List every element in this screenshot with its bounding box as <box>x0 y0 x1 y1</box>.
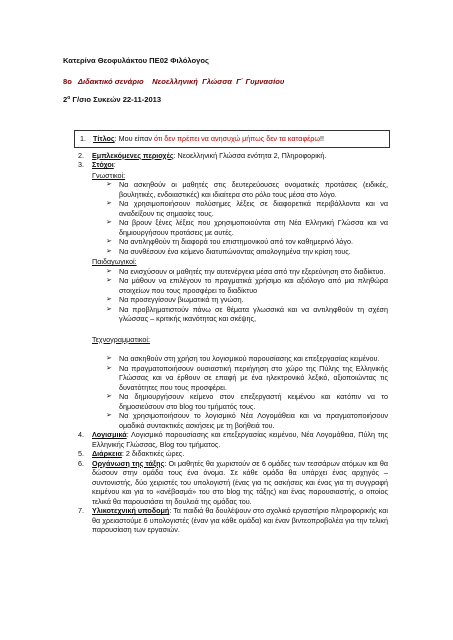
item-text: : Νεοελληνική Γλώσσα ενότητα 2, Πληροφορική. <box>173 150 327 160</box>
title-quote: ότι δεν πρέπει να ανησυχώ μήπως δεν τα καταφέρω <box>153 134 321 143</box>
item-number: 3. <box>78 160 84 169</box>
goals-group-list <box>92 354 388 430</box>
scenario-content <box>78 130 388 535</box>
section-title <box>78 130 388 148</box>
item-label: Οργάνωση της τάξης <box>92 458 165 468</box>
item-text-end: !! <box>320 134 325 143</box>
scenario-number: 8ο <box>63 77 72 86</box>
list-item: ➢ Να δημιουργήσουν κείμενο στον επεξεργαστή κειμένου και κατόπιν να το δημοσιεύσουν στο blog του τμήματός τους. <box>106 392 388 411</box>
school-rest: Γ/σιο Συκεών 22-11-2013 <box>70 95 162 104</box>
section-goals <box>78 160 388 430</box>
spacer <box>92 324 388 334</box>
goals-group-list <box>92 267 388 324</box>
list-item: ➢ Να πραγματοποιήσουν ουσιαστική περιήγηση στο χώρο της Πύλης της Ελληνικής Γλώσσας και να έρθουν σε επαφή με ένα ηλεκτρονικό λεξικό, αξιοποιώντας τις δυνατότητες που τους προσφέρει. <box>106 364 388 393</box>
section-areas <box>78 151 388 161</box>
list-item: ➢ Να μάθουν να επιλέγουν το πραγματικά χρήσιμο και αξιόλογο από μια πληθώρα στοιχείων που τους προσφέρει το διαδίκτυο <box>106 276 388 295</box>
list-item: ➢ Να χρησιμοποιήσουν πολύσημες λέξεις σε διαφορετικά περιβάλλοντα και να αναδείξουν τις σημασίες τους. <box>106 199 388 218</box>
list-item: ➢ Να ασκηθούν οι μαθητές στις δευτερεύουσες ονοματικές προτάσεις (ειδικές, βουλητικές, ενδοιαστικές) και ιδιαίτερα στο ρόλο τους μέσα στο λόγο. <box>106 180 388 199</box>
author-line: Κατερίνα Θεοφυλάκτου ΠΕ02 Φιλόλογος <box>63 56 209 65</box>
item-number: 2. <box>78 150 84 160</box>
item-label: Εμπλεκόμενες περιοχές <box>92 150 174 160</box>
item-label: Υλικοτεχνική υποδομή <box>92 506 170 515</box>
list-item: ➢ Να προσεγγίσουν βιωματικά τη γνώση. <box>106 295 388 305</box>
section-class-organization <box>78 459 388 507</box>
goals-group-title: Παιδαγωγικοί: <box>92 257 137 266</box>
item-label: Λογισμικά <box>92 430 127 439</box>
item-text: : Οι μαθητές θα χωριστούν σε 6 ομάδες των τεσσάρων ατόμων και θα δώσουν στην ομάδα τους ένα όνομα. Σε κάθε ομάδα θα υπάρχει ένας αρχηγός – συντονιστής, δύο χειριστές του υπολογιστή (ένας για τις ασκήσεις και ένας για τη συγγραφή κειμένου και για το «ανέβασμά» του στο blog της τάξης) και ένας παρουσιαστής, ο οποίος τελικά θα παρουσιάσει τη δουλειά της ομάδας του. <box>92 458 388 506</box>
goals-group-title: Τεχνογραμματικοί: <box>92 334 150 344</box>
school-prefix: 2 <box>63 95 68 104</box>
item-text: : Λογισμικό παρουσίασης και επεξεργασίας κειμένου, Νέα Λογομάθεια, Πύλη της Ελληνικής Γλώσσας, Blog του τμήματος. <box>92 430 388 449</box>
item-label: Διάρκεια <box>92 449 122 458</box>
scenario-line <box>63 77 284 87</box>
school-superscript: ο <box>67 95 71 101</box>
item-number: 4. <box>78 430 84 439</box>
list-item: ➢ Να προβληματιστούν πάνω σε θέματα γλωσσικά και να αντιληφθούν τη σχέση γλώσσας – κριτικής ικανότητας και σκέψης, <box>106 305 388 324</box>
school-date-line <box>63 95 161 105</box>
item-number: 5. <box>78 449 84 458</box>
list-item: ➢ Να ενισχύσουν οι μαθητές την αυτενέργεια μέσα από την εξερεύνηση στο διαδίκτυο. <box>106 267 388 277</box>
item-number: 6. <box>78 458 84 468</box>
list-item: ➢ Να αντιληφθούν τη διαφορά του επιστημονικού από τον καθημερινό λόγο. <box>106 237 388 247</box>
list-item: ➢ Να χρησιμοποιήσουν το λογισμικό Νέα Λογομάθεια και να πραγματοποιήσουν ομαδικά συντακτικές ασκήσεις με τη βοήθειά του. <box>106 411 388 430</box>
item-text: : Τα παιδιά θα δουλέψουν στο σχολικό εργαστήριο πληροφορικής και θα χρειαστούμε 6 υπολογιστές (έναν για κάθε ομάδα) και έναν βιντεοπροβολέα για την τελική παρουσίαση των εργασιών. <box>92 506 388 534</box>
spacer <box>92 344 388 354</box>
goals-group-list <box>92 180 388 256</box>
list-item: ➢ Να συνθέσουν ένα κείμενο διατυπώνοντας αιτιολογημένα την κρίση τους. <box>106 247 388 257</box>
list-item: ➢ Να βρουν ξένες λέξεις που χρησιμοποιούνται στη Νέα Ελληνική Γλώσσα και να δημιουργήσουν προτάσεις με αυτές. <box>106 218 388 237</box>
item-label: Τίτλος <box>93 134 115 143</box>
section-infrastructure <box>78 506 388 535</box>
item-text: : 2 διδακτικές ώρες. <box>121 449 185 458</box>
item-text: : Μου είπαν <box>114 134 154 143</box>
title-box <box>74 130 390 148</box>
section-duration <box>78 449 388 459</box>
section-software <box>78 430 388 449</box>
scenario-text: Διδακτικό σενάριο Νεοελληνική Γλώσσα Γ΄ Γυμνασίου <box>71 77 285 86</box>
item-label: Στόχοι <box>92 160 114 169</box>
goals-group-title: Γνωστικοί: <box>92 170 126 180</box>
section-list <box>78 130 388 535</box>
item-text: : <box>113 160 116 169</box>
item-number: 1. <box>80 134 86 143</box>
list-item: ➢ Να ασκηθούν στη χρήση του λογισμικού παρουσίασης και επεξεργασίας κειμένου. <box>106 354 388 364</box>
item-number: 7. <box>78 506 84 515</box>
